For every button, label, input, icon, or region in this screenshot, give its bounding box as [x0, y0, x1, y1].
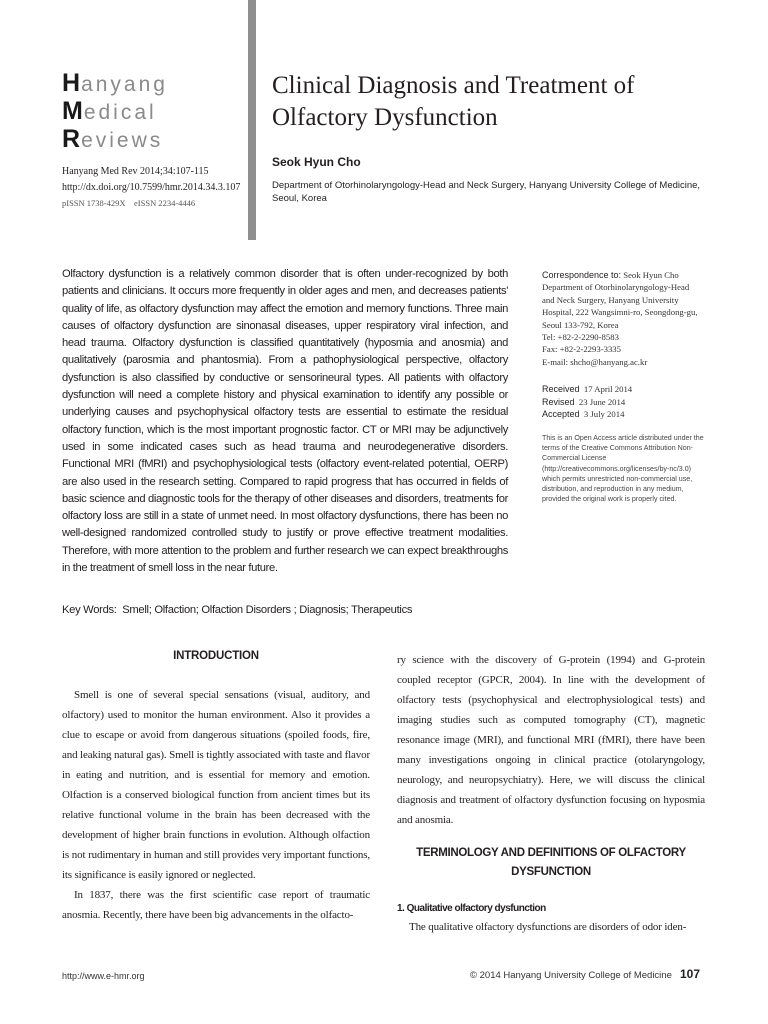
journal-logo: [62, 70, 168, 154]
date-row: Received 17 April 2014: [542, 384, 633, 394]
footer-copyright: © 2014 Hanyang University College of Medicine: [470, 970, 672, 981]
body-column-left: [62, 685, 370, 925]
correspondence-line: Seoul 133-792, Korea: [542, 319, 619, 330]
keywords: [62, 604, 412, 616]
citation-text: Hanyang Med Rev 2014;34:107-115: [62, 166, 209, 177]
logo-line: Medical: [62, 97, 157, 125]
subsection-heading: 1. Qualitative olfactory dysfunction: [397, 903, 546, 914]
footer-website-link[interactable]: http://www.e-hmr.org: [62, 971, 145, 981]
author-affiliation: Department of Otorhinolaryngology-Head and Neck Surgery, Hanyang University College of Medicine, Seoul, Korea: [272, 180, 701, 204]
logo-line: Hanyang: [62, 69, 168, 97]
body-paragraph: In 1837, there was the first scientific case report of traumatic anosmia. Recently, there have been big advancements in the olfacto-: [62, 889, 370, 921]
article-title: Clinical Diagnosis and Treatment of Olfactory Dysfunction: [272, 72, 635, 131]
abstract-text: Olfactory dysfunction is a relatively common disorder that is often under-recognized by both patients and clinicians. It occurs more frequently in older ages and men, and decreases patients' quality of life, as olfactory dysfunction may affect the emotion and memory functions. Three main causes of olfactory dysfunction are sinonasal diseases, upper respiratory viral infection, and head trauma. Olfactory dysfunction is classified quantitatively (hyposmia and anosmia) and qualitatively (parosmia and phantosmia). From a pathophysiological perspective, olfactory dysfunction is also classified by conductive or sensorineural types. All patients with olfactory dysfunction will need a complete history and physical examination to identify any possible or underlying causes and psychophysical olfactory tests are essential to estimate the residual olfactory function, which is the most important prognostic factor. CT or MRI may be adjunctively used in some indicated cases such as head trauma and neurodegenerative disorders. Functional MRI (fMRI) and psychophysiological tests (olfactory event-related potential, OERP) are also used in the research setting. Compared to rapid progress that has occurred in fields of basic science and diagnostic tools for the therapy of other diseases and disorders, treatments for olfactory loss are still in a state of unmet need. In most olfactory dysfunctions, there has been no well-designed randomized controlled study to justify or prove effective treatment modalities. Therefore, with more attention to the problem and further research we can expect breakthroughs in the treatment of smell loss in the near future.: [62, 268, 508, 575]
correspondence-line: Hospital, 222 Wangsimni-ro, Seongdong-gu,: [542, 307, 698, 318]
article-dates: [542, 383, 712, 421]
date-row: Revised 23 June 2014: [542, 396, 626, 407]
section-heading-introduction: INTRODUCTION: [173, 650, 259, 662]
keywords-value: Smell; Olfaction; Olfaction Disorders ; Diagnosis; Therapeutics: [122, 604, 413, 616]
correspondence-label: Correspondence to:: [542, 270, 622, 280]
body-column-right: [397, 650, 705, 830]
issn-line: pISSN 1738-429X eISSN 2234-4446: [62, 198, 196, 208]
article-author: Seok Hyun Cho: [272, 155, 361, 169]
license-notice: This is an Open Access article distributed under the terms of the Creative Commons Attribution Non-Commercial License (http://creativecommons.org/licenses/by-nc/3.0) which permits unrestricted non-commercial use, distribution, and reproduction in any medium, provided the original work is properly cited.: [542, 434, 704, 504]
correspondence-line: and Neck Surgery, Hanyang University: [542, 294, 679, 305]
correspondence-line: Department of Otorhinolaryngology-Head: [542, 282, 690, 293]
body-paragraph: The qualitative olfactory dysfunctions are disorders of odor iden-: [409, 921, 687, 933]
journal-citation: [62, 164, 240, 196]
body-paragraph: Smell is one of several special sensations (visual, auditory, and olfactory) used to monitor the human environment. Also it provides a clue to escape or avoid from dangerous situations (spoiled foods, fire, and leaking natural gas). Smell is tightly associated with taste and flavor in eating and nutrition, and is essential for memory and emotion. Olfaction is a conserved biological function from ancient times but its relative functional volume in the brain has been decreased with the development of higher brain functions in evolution. Although olfaction is not rudimentary in human and still provides very important functions, its significance is easily ignored or neglected.: [62, 689, 370, 881]
keywords-label: Key Words:: [62, 604, 117, 616]
header-divider-bar: [248, 0, 256, 240]
correspondence-block: [542, 269, 712, 368]
correspondence-line: Fax: +82-2-2293-3335: [542, 344, 621, 355]
body-paragraph: ry science with the discovery of G-protein (1994) and G-protein coupled receptor (GPCR, 2004). In line with the development of olfactory tests (psychophysical and electrophysiological tests) and imaging studies such as computed tomography (CT), magnetic resonance image (MRI), and functional MRI (fMRI), there have been many investigations ongoing in clinical practice (otolaryngology, neurology, and neuropsychiatry). Here, we will discuss the clinical diagnosis and treatment of olfactory dysfunction focusing on hyposmia and anosmia.: [397, 654, 705, 826]
body-column-right-continued: [397, 917, 705, 937]
logo-line: Reviews: [62, 125, 164, 153]
section-heading-terminology: TERMINOLOGY AND DEFINITIONS OF OLFACTORY DYSFUNCTION: [416, 847, 686, 878]
doi-link[interactable]: http://dx.doi.org/10.7599/hmr.2014.34.3.107: [62, 182, 241, 193]
correspondence-name: Seok Hyun Cho: [623, 270, 679, 280]
date-row: Accepted 3 July 2014: [542, 409, 625, 419]
page-number: 107: [680, 967, 701, 981]
correspondence-line: Tel: +82-2-2290-8583: [542, 332, 619, 343]
correspondence-email[interactable]: E-mail: shcho@hanyang.ac.kr: [542, 356, 648, 367]
